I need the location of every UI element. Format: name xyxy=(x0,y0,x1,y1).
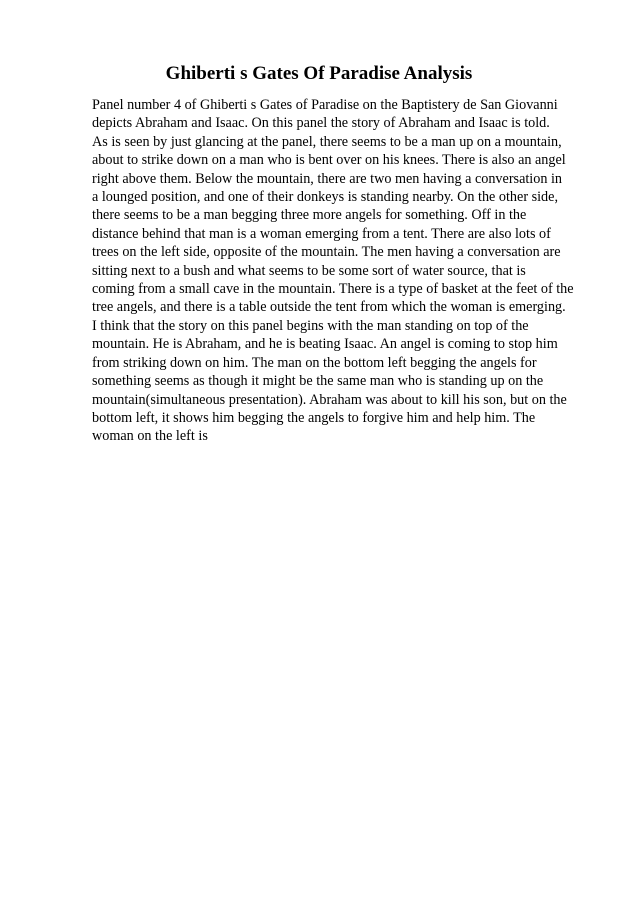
body-line: bottom left, it shows him begging the angels to forgive him and help him. The xyxy=(92,409,536,426)
body-line: woman on the left is xyxy=(92,428,208,445)
body-line: something seems as though it might be the same man who is standing up on the xyxy=(92,373,544,390)
body-line: As is seen by just glancing at the panel, there seems to be a man up on a mountain, xyxy=(92,133,562,150)
body-line: Panel number 4 of Ghiberti s Gates of Paradise on the Baptistery de San Giovanni xyxy=(92,97,558,113)
body-line: about to strike down on a man who is bent over on his knees. There is also an angel xyxy=(92,152,566,169)
body-line: trees on the left side, opposite of the mountain. The men having a conversation are xyxy=(92,244,561,261)
body-line: I think that the story on this panel begins with the man standing on top of the xyxy=(92,317,529,334)
body-line: coming from a small cave in the mountain. There is a type of basket at the feet of the xyxy=(92,281,574,298)
body-line: right above them. Below the mountain, there are two men having a conversation in xyxy=(92,170,563,187)
document-body xyxy=(92,96,612,446)
body-line: sitting next to a bush and what seems to be some sort of water source, that is xyxy=(92,262,526,279)
body-line: distance behind that man is a woman emerging from a tent. There are also lots of xyxy=(92,225,551,242)
body-line: mountain(simultaneous presentation). Abraham was about to kill his son, but on the xyxy=(92,391,567,408)
body-line: depicts Abraham and Isaac. On this panel the story of Abraham and Isaac is told. xyxy=(92,115,550,132)
body-line: tree angels, and there is a table outside the tent from which the woman is emerging. xyxy=(92,299,566,316)
body-line: a lounged position, and one of their donkeys is standing nearby. On the other side, xyxy=(92,189,558,206)
document-title: Ghiberti s Gates Of Paradise Analysis xyxy=(165,63,473,84)
body-line: there seems to be a man begging three more angels for something. Off in the xyxy=(92,207,527,224)
body-line: from striking down on him. The man on the bottom left begging the angels for xyxy=(92,354,537,371)
body-line: mountain. He is Abraham, and he is beating Isaac. An angel is coming to stop him xyxy=(92,336,558,353)
